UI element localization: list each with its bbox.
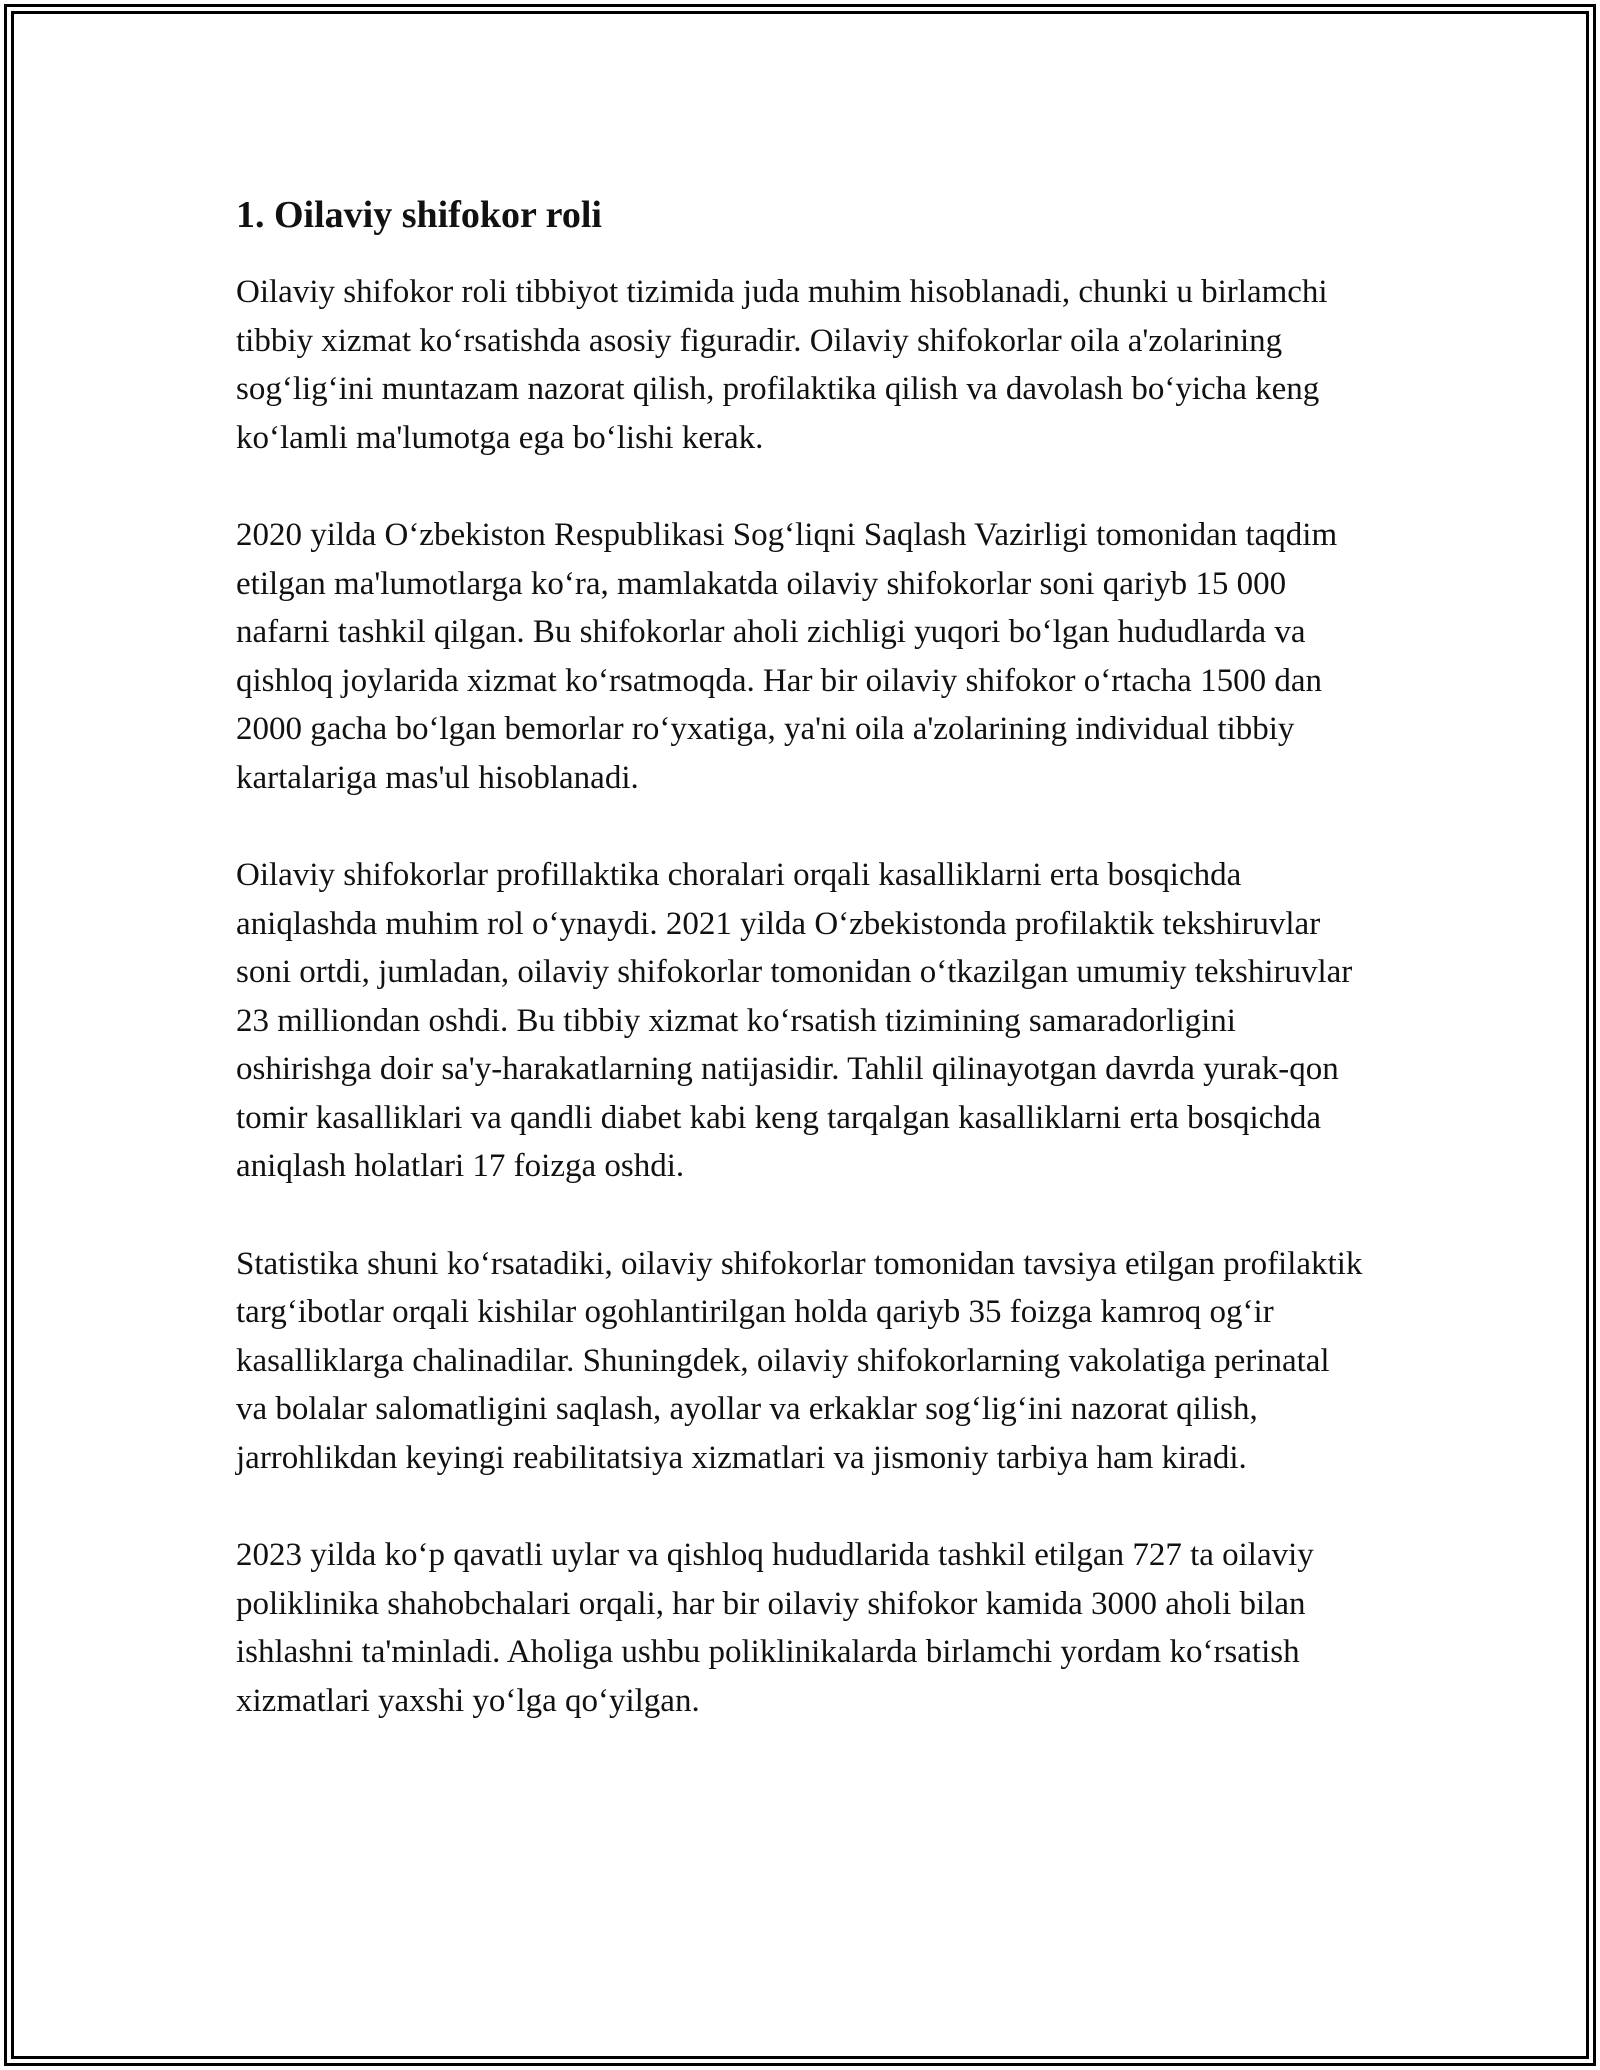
paragraph-preventive-checkups-2021: Oilaviy shifokorlar profillaktika choralari orqali kasalliklarni erta bosqichda aniqlashda muhim rol o‘ynaydi. 2021 yilda O‘zbekistonda profilaktik tekshiruvlar soni ortdi, jumladan, oilaviy shifokorlar tomonidan o‘tkazilgan umumiy tekshiruvlar 23 milliondan oshdi. Bu tibbiy xizmat ko‘rsatish tizimining samaradorligini oshirishga doir sa'y-harakatlarning natijasidir. Tahlil qilinayotgan davrda yurak-qon tomir kasalliklari va qandli diabet kabi keng tarqalgan kasalliklarni erta bosqichda aniqlash holatlari 17 foizga oshdi. <box>236 857 1353 1184</box>
paragraph-statistics: Statistika shuni ko‘rsatadiki, oilaviy shifokorlar tomonidan tavsiya etilgan profilaktik targ‘ibotlar orqali kishilar ogohlantirilgan holda qariyb 35 foizga kamroq og‘ir kasalliklarga chalinadilar. Shuningdek, oilaviy shifokorlarning vakolatiga perinatal va bolalar salomatligini saqlash, ayollar va erkaklar sog‘lig‘ini nazorat qilish, jarrohlikdan keyingi reabilitatsiya xizmatlari va jismoniy tarbiya ham kiradi. <box>236 1245 1363 1476</box>
paragraph-doctor-count-2020: 2020 yilda O‘zbekiston Respublikasi Sog‘liqni Saqlash Vazirligi tomonidan taqdim etilgan ma'lumotlarga ko‘ra, mamlakatda oilaviy shifokorlar soni qariyb 15 000 nafarni tashkil qilgan. Bu shifokorlar aholi zichligi yuqori bo‘lgan hududlarda va qishloq joylarida xizmat ko‘rsatmoqda. Har bir oilaviy shifokor o‘rtacha 1500 dan 2000 gacha bo‘lgan bemorlar ro‘yxatiga, ya'ni oila a'zolarining individual tibbiy kartalariga mas'ul hisoblanadi. <box>236 517 1338 796</box>
section-heading: 1. Oilaviy shifokor roli <box>236 194 602 236</box>
document-body <box>236 184 1368 1774</box>
paragraph-family-doctor-role: Oilaviy shifokor roli tibbiyot tizimida juda muhim hisoblanadi, chunki u birlamchi tibbiy xizmat ko‘rsatishda asosiy figuradir. Oilaviy shifokorlar oila a'zolarining sog‘lig‘ini muntazam nazorat qilish, profilaktika qilish va davolash bo‘yicha keng ko‘lamli ma'lumotga ega bo‘lishi kerak. <box>236 274 1328 456</box>
paragraph-polyclinics-2023: 2023 yilda ko‘p qavatli uylar va qishloq hududlarida tashkil etilgan 727 ta oilaviy poliklinika shahobchalari orqali, har bir oilaviy shifokor kamida 3000 aholi bilan ishlashni ta'minladi. Aholiga ushbu poliklinikalarda birlamchi yordam ko‘rsatish xizmatlari yaxshi yo‘lga qo‘yilgan. <box>236 1537 1314 1719</box>
